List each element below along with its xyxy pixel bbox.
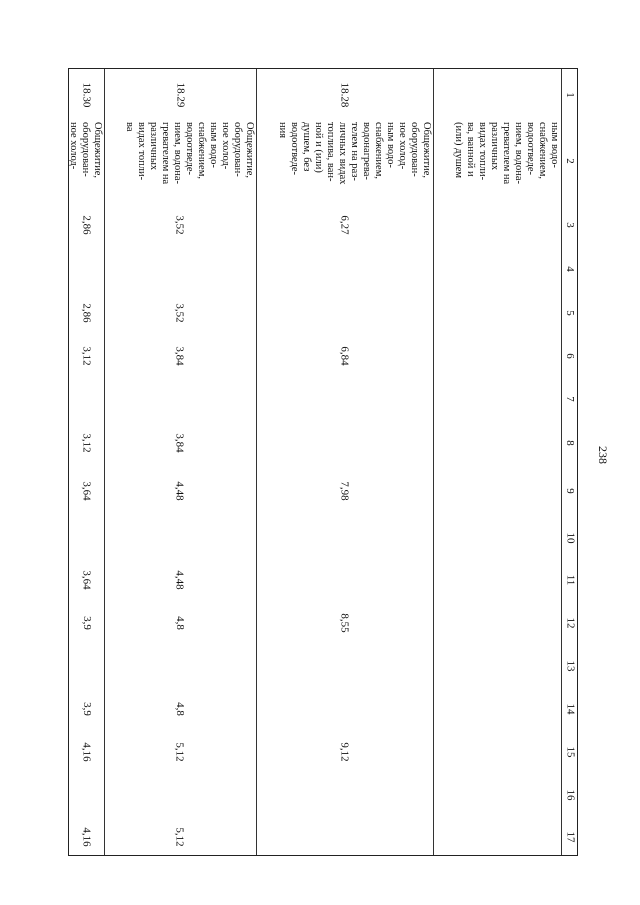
table-cell: 6,84 xyxy=(338,346,351,366)
column-number: 6 xyxy=(564,353,576,359)
row-code: 18.29 xyxy=(174,82,186,107)
row-code: 18.30 xyxy=(80,82,93,107)
table-cell: 5,12 xyxy=(174,827,186,847)
row-code: 18.28 xyxy=(338,82,351,107)
table-cell: 4,16 xyxy=(80,742,93,762)
table-cell: 6,27 xyxy=(338,214,351,235)
row-description: Общежитие, оборудован- ное холод- ным водо- снабжением, водонагрева- телем на раз- личных видах топлива, ван- ной и (или) душем, без водоотведе- ния xyxy=(277,122,432,185)
table-cell: 3,12 xyxy=(80,346,93,366)
column-number: 4 xyxy=(564,266,576,272)
column-number: 5 xyxy=(564,310,576,316)
row-description: Общежитие, оборудован- ное холод- ным водо- снабжением, водоотведе- нием, водона- гревателем на различных видах топли- ва xyxy=(124,122,255,185)
table-cell: 4,16 xyxy=(80,827,93,847)
column-number: 12 xyxy=(564,617,576,629)
table-cell: 3,52 xyxy=(174,214,186,235)
column-number: 10 xyxy=(564,532,576,544)
column-number: 13 xyxy=(564,660,576,672)
column-number: 7 xyxy=(564,396,576,402)
column-number: 15 xyxy=(564,746,576,758)
column-number: 8 xyxy=(564,440,576,446)
table-cell: 3,64 xyxy=(80,570,93,590)
column-number: 3 xyxy=(564,221,576,228)
table-cell: 3,52 xyxy=(174,303,186,323)
table-cell: 3,9 xyxy=(80,702,93,716)
column-number: 14 xyxy=(564,703,576,715)
table-cell: 9,12 xyxy=(338,742,351,762)
page-number: 238 xyxy=(596,446,610,464)
table-cell: 3,64 xyxy=(80,481,93,501)
table-cell: 2,86 xyxy=(80,214,93,235)
row-divider xyxy=(433,69,434,855)
table-cell: 3,84 xyxy=(174,346,186,366)
continued-description: ным водо- снабжением, водоотведе- нием, водона- гревателем на различных видах топли- ва, ванной и (или) душем xyxy=(453,122,560,185)
column-number: 16 xyxy=(564,789,576,801)
table-cell: 4,8 xyxy=(174,616,186,630)
table-cell: 3,9 xyxy=(80,616,93,630)
table-cell: 8,55 xyxy=(338,613,351,633)
column-number: 9 xyxy=(564,488,576,494)
table-cell: 7,98 xyxy=(338,481,351,501)
table-cell: 4,8 xyxy=(174,702,186,716)
table-cell: 5,12 xyxy=(174,742,186,762)
column-number: 11 xyxy=(564,574,576,586)
rotated-tariff-table xyxy=(68,68,578,856)
row-description: Общежитие, оборудован- ное холод- xyxy=(68,122,103,179)
table-cell: 4,48 xyxy=(174,570,186,590)
table-cell: 4,48 xyxy=(174,481,186,501)
column-number: 1 xyxy=(564,91,576,98)
column-number: 17 xyxy=(564,831,576,843)
table-cell: 3,84 xyxy=(174,433,186,453)
table-cell: 3,12 xyxy=(80,433,93,453)
column-number: 2 xyxy=(564,158,576,164)
table-cell: 2,86 xyxy=(80,303,93,323)
